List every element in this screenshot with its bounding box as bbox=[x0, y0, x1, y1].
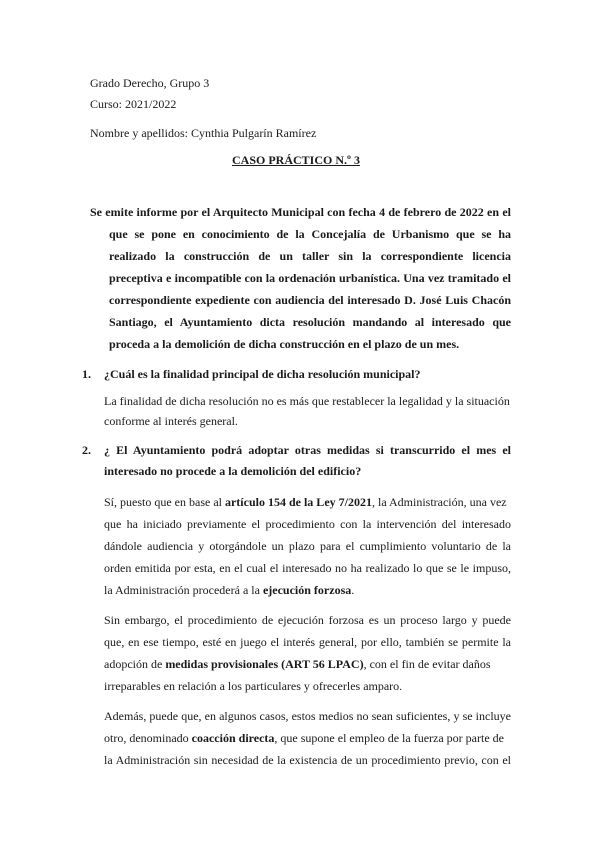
answer-line: Sin embargo, el procedimiento de ejecución forzosa es un proceso largo y puede bbox=[104, 613, 511, 627]
answer-line: Sí, puesto que en base al artículo 154 de la Ley 7/2021, la Administración, una vez bbox=[104, 495, 507, 509]
answer-line: irreparables en relación a los particulares y ofrecerles amparo. bbox=[104, 679, 403, 693]
key-term: coacción directa bbox=[191, 731, 275, 745]
answer-line: dándole audiencia y otorgándole un plazo para el cumplimiento voluntario de la bbox=[104, 539, 511, 553]
key-term: medidas provisionales (ART 56 LPAC) bbox=[165, 657, 364, 671]
question-text: interesado no procede a la demolición del edificio? bbox=[104, 464, 362, 478]
statement-line: Santiago, el Ayuntamiento dicta resolución mandando al interesado que bbox=[109, 315, 511, 329]
statement-line: proceda a la demolición de dicha construcción en el plazo de un mes. bbox=[109, 337, 460, 351]
statement-line: preceptiva e incompatible con la ordenación urbanística. Una vez tramitado el bbox=[109, 271, 511, 285]
answer-line: otro, denominado coacción directa, que supone el empleo de la fuerza por parte de bbox=[104, 731, 504, 745]
question-text: ¿Cuál es la finalidad principal de dicha resolución municipal? bbox=[104, 367, 421, 381]
answer-line: que ha iniciado previamente el procedimiento con la intervención del interesado bbox=[104, 517, 511, 531]
legal-reference: artículo 154 de la Ley 7/2021 bbox=[224, 495, 372, 509]
statement-line: que se pone en conocimiento de la Concejalía de Urbanismo que se ha bbox=[109, 227, 511, 241]
answer-line: que, en ese tiempo, esté en juego el interés general, por ello, también se permite la bbox=[104, 635, 511, 649]
answer-line: Además, puede que, en algunos casos, estos medios no sean suficientes, y se incluye bbox=[104, 709, 511, 723]
answer-line: orden emitida por esta, en el cual el interesado no ha realizado lo que se le impuso, bbox=[104, 561, 511, 575]
answer-line: la Administración procederá a la ejecución forzosa. bbox=[104, 583, 355, 597]
answer-line: La finalidad de dicha resolución no es más que restablecer la legalidad y la situación bbox=[104, 394, 510, 408]
statement-line: correspondiente expediente con audiencia del interesado D. José Luis Chacón bbox=[109, 293, 511, 307]
answer-line: conforme al interés general. bbox=[104, 414, 238, 428]
answer-line: adopción de medidas provisionales (ART 56 LPAC), con el fin de evitar daños bbox=[104, 657, 491, 671]
header-student-name: Nombre y apellidos: Cynthia Pulgarín Ramírez bbox=[90, 126, 317, 140]
key-term: ejecución forzosa bbox=[262, 583, 352, 597]
statement-line: Se emite informe por el Arquitecto Municipal con fecha 4 de febrero de 2022 en el bbox=[90, 205, 511, 219]
question-text: ¿ El Ayuntamiento podrá adoptar otras medidas si transcurrido el mes el bbox=[104, 443, 511, 457]
statement-line: realizado la construcción de un taller sin la correspondiente licencia bbox=[109, 249, 511, 263]
header-group: Grado Derecho, Grupo 3 bbox=[90, 76, 210, 90]
document-title: CASO PRÁCTICO N.º 3 bbox=[232, 153, 360, 167]
question-number: 1. bbox=[82, 367, 91, 381]
answer-line: la Administración sin necesidad de la existencia de un procedimiento previo, con el bbox=[104, 753, 511, 767]
header-course: Curso: 2021/2022 bbox=[90, 97, 177, 111]
question-number: 2. bbox=[82, 443, 91, 457]
